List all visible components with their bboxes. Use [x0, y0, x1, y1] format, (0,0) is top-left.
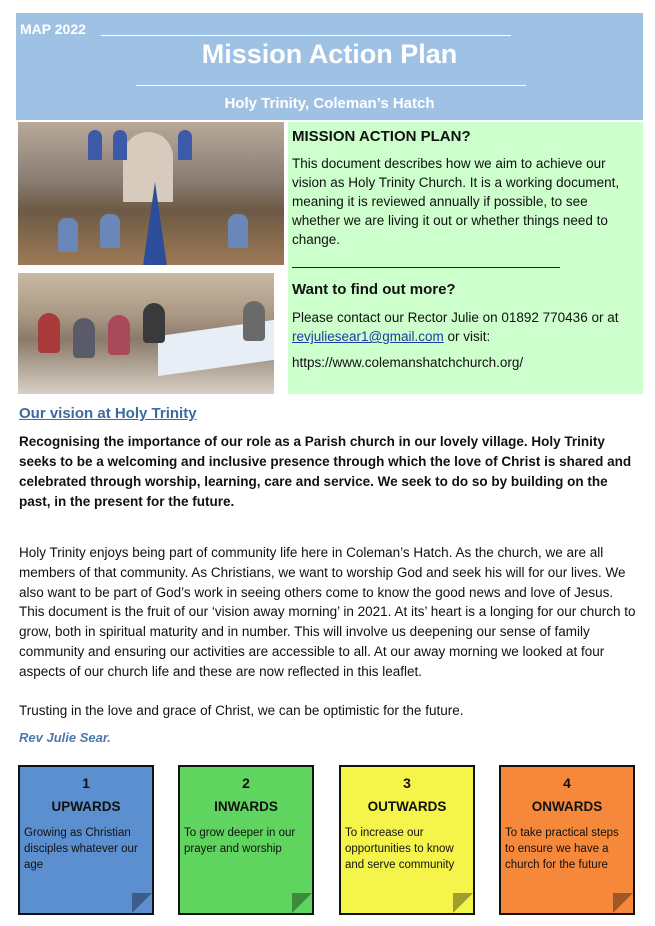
- vision-statement: Recognising the importance of our role as a Parish church in our lovely village. Holy Trinity seeks to be a welcoming and inclusive presence through which the love of Christ is shared and celebrated through worship, learning, care and service. We seek to do so by building on the past, in the present for the future.: [19, 434, 632, 509]
- header-banner: [16, 13, 643, 120]
- card-text: To increase our opportunities to know and serve community: [345, 827, 455, 871]
- closing-line: Trusting in the love and grace of Christ, we can be optimistic for the future.: [19, 703, 464, 718]
- card-number: 2: [242, 775, 250, 791]
- card-text: Growing as Christian disciples whatever our age: [24, 827, 138, 871]
- card-title: OUTWARDS: [367, 799, 447, 814]
- map-underline: [101, 35, 511, 36]
- page-curl-icon: [292, 893, 312, 913]
- card-upwards: [18, 765, 154, 915]
- info-divider: [292, 267, 560, 268]
- vision-title: Our vision at Holy Trinity: [19, 405, 197, 422]
- page-title: Mission Action Plan: [201, 39, 458, 69]
- email-link[interactable]: revjuliesear1@gmail.com: [292, 329, 444, 344]
- page-curl-icon: [132, 893, 152, 913]
- website-text: https://www.colemanshatchchurch.org/: [292, 355, 524, 370]
- map-label: MAP 2022: [20, 21, 86, 37]
- church-name: Holy Trinity, Coleman’s Hatch: [224, 95, 435, 112]
- church-interior-photo: [18, 122, 284, 265]
- card-inwards: [178, 765, 314, 915]
- page-curl-icon: [453, 893, 473, 913]
- card-title: ONWARDS: [531, 799, 603, 814]
- card-title: UPWARDS: [51, 799, 121, 814]
- info-box: [288, 122, 643, 394]
- page-curl-icon: [613, 893, 633, 913]
- contact-text: Please contact our Rector Julie on 01892 770436 or at revjuliesear1@gmail.com or visit:: [292, 310, 619, 344]
- card-text: To take practical steps to ensure we have a church for the future: [505, 827, 619, 871]
- vision-body: Holy Trinity enjoys being part of community life here in Coleman’s Hatch. As the church, we are all members of that community. As Christians, we want to worship God and seek his will for our lives. We also want to be part of God’s work in seeing others come to know the good news and love of Jesus. This document is the fruit of our ‘vision away morning’ in 2021. At its’ heart is a longing for our church to grow, both in spiritual maturity and in number. This will involve us deepening our sense of family community and ensuring our activities are accessible to all. At our away morning we looked at four aspects of our church life and these are now reflected in this leaflet.: [19, 545, 636, 679]
- info-description: This document describes how we aim to achieve our vision as Holy Trinity Church. It is a working document, meaning it is reviewed annually if possible, to see whether we are living it out or whether things need to change.: [292, 156, 620, 247]
- card-onwards: [499, 765, 635, 915]
- card-number: 1: [82, 775, 90, 791]
- card-number: 4: [563, 775, 571, 791]
- card-number: 3: [403, 775, 411, 791]
- card-title: INWARDS: [214, 799, 278, 814]
- church-lunch-photo: [18, 273, 274, 394]
- card-text: To grow deeper in our prayer and worship: [184, 827, 296, 855]
- card-outwards: [339, 765, 475, 915]
- info-heading: MISSION ACTION PLAN?: [292, 128, 471, 145]
- signature: Rev Julie Sear.: [19, 730, 111, 745]
- title-divider: [136, 85, 526, 86]
- more-heading: Want to find out more?: [292, 281, 456, 298]
